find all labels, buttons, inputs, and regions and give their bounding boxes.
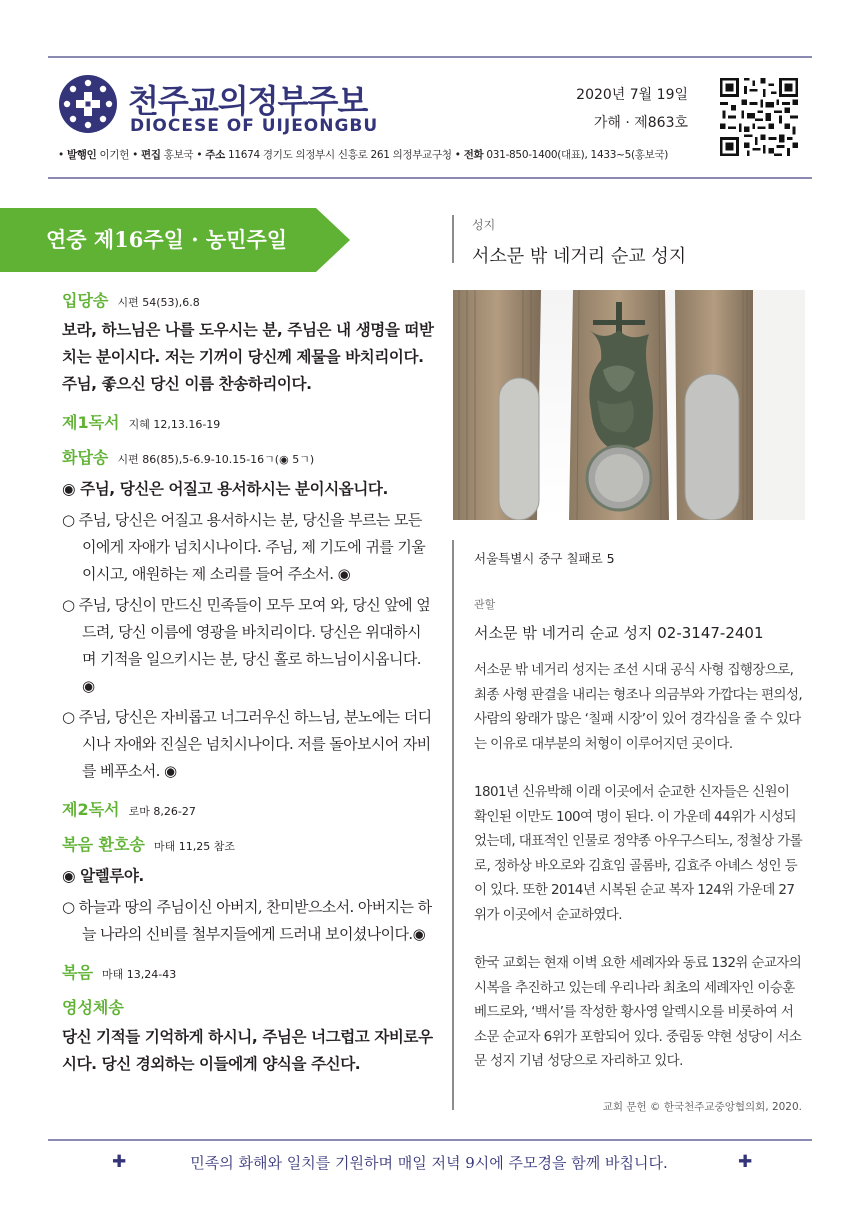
qr-code-icon[interactable] bbox=[720, 78, 798, 156]
top-rule bbox=[48, 56, 812, 58]
reading1-heading bbox=[62, 410, 434, 433]
liturgy-title: 연중 제16주일 · 농민주일 bbox=[46, 227, 288, 252]
entrance-text: 보라, 하느님은 나를 도우시는 분, 주님은 내 생명을 떠받치는 분이시다. 저는 기꺼이 당신께 제물을 바치리이다. 주님, 좋으신 당신 이름 찬송하리이다. bbox=[62, 321, 434, 393]
alleluia-verse: ○ 하늘과 땅의 주님이신 아버지, 찬미받으소서. 아버지는 하늘 나라의 신비를 철부지들에게 드러내 보이셨나이다.◉ bbox=[62, 898, 432, 943]
cross-icon: ✚ bbox=[112, 1152, 127, 1172]
publisher: 이기헌 bbox=[99, 149, 130, 161]
masthead-title-en: DIOCESE OF UIJEONGBU bbox=[130, 116, 379, 136]
issue-date: 2020년 7월 19일 bbox=[576, 87, 688, 103]
diocese-logo bbox=[58, 74, 118, 134]
communion-text: 당신 기적들 기억하게 하시니, 주님은 너그럽고 자비로우시다. 당신 경외하는 이들에게 양식을 주신다. bbox=[62, 1028, 433, 1073]
shrine-category: 성지 bbox=[472, 218, 496, 232]
masthead-rule bbox=[48, 177, 812, 179]
jurisdiction-label: 관할 bbox=[474, 598, 496, 611]
publisher-label: 발행인 bbox=[66, 149, 97, 161]
shrine-body-divider bbox=[452, 540, 454, 1110]
psalm-response: ◉ 주님, 당신은 어질고 용서하시는 분이시옵니다. bbox=[62, 480, 388, 498]
shrine-monument-photo bbox=[453, 290, 805, 520]
jurisdiction-contact: 서소문 밖 네거리 순교 성지 02-3147-2401 bbox=[474, 624, 764, 642]
shrine-divider bbox=[452, 215, 454, 263]
gospel-heading bbox=[62, 960, 434, 983]
psalm-verse: ○ 주님, 당신은 어질고 용서하시는 분, 당신을 부르는 모든 이에게 자애가 넘치시나이다. 주님, 제 기도에 귀를 기울이시고, 애원하는 제 소리를 들어 주소서. ◉ bbox=[62, 511, 426, 583]
psalm-verse: ○ 주님, 당신이 만드신 민족들이 모두 모여 와, 당신 앞에 엎드려, 당신 이름에 영광을 바치리이다. 당신은 위대하시며 기적을 일으키시는 분, 당신 홀로 하느님이시옵니다. ◉ bbox=[62, 596, 431, 695]
entrance-ref: 시편 54(53),6.8 bbox=[117, 296, 200, 309]
liturgy-column bbox=[62, 288, 434, 1078]
shrine-description bbox=[474, 658, 804, 1098]
alleluia-response: ◉ 알렐루야. bbox=[62, 867, 144, 885]
psalm-label: 화답송 bbox=[62, 448, 109, 467]
masthead-title-ko: 천주교의정부주보 bbox=[128, 82, 368, 120]
address-label: 주소 bbox=[205, 149, 225, 161]
shrine-name: 서소문 밖 네거리 순교 성지 bbox=[472, 246, 687, 267]
footer-rule bbox=[48, 1139, 812, 1141]
footer-prayer: 민족의 화해와 일치를 기원하며 매일 저녁 9시에 주모경을 함께 바칩니다. bbox=[190, 1154, 668, 1172]
shrine-paragraph: 1801년 신유박해 이래 이곳에서 순교한 신자들은 신원이 확인된 이만도 100여 명이 된다. 이 가운데 44위가 시성되었는데, 대표적인 인물로 정약종 아우구스티노, 정철상 가롤로, 정하상 바오로와 김효임 골롬바, 김효주 아녜스 성인 등이 있다. 또한 2014년 시복된 순교 복자 124위 가운데 27위가 이곳에서 순교하였다. bbox=[474, 784, 803, 923]
phone-label: 전화 bbox=[463, 149, 484, 161]
entrance-heading bbox=[62, 288, 434, 311]
publication-info: • 발행인 이기헌 • 편집 홍보국 • 주소 11674 경기도 의정부시 신흥로 261 의정부교구청 • 전화 031-850-1400(대표), 1433~5(홍보국) bbox=[58, 149, 669, 161]
cross-icon: ✚ bbox=[738, 1152, 753, 1172]
shrine-paragraph: 서소문 밖 네거리 성지는 조선 시대 공식 사형 집행장으로, 최종 사형 판결을 내리는 형조나 의금부와 가깝다는 편의성, 사람의 왕래가 많은 ‘칠패 시장’이 있어 경각심을 줄 수 있다는 이유로 대부분의 처형이 이루어지던 곳이다. bbox=[474, 662, 803, 752]
reading1-ref: 지혜 12,13.16-19 bbox=[128, 418, 221, 431]
alleluia-ref: 마태 11,25 참조 bbox=[153, 840, 235, 853]
alleluia-heading bbox=[62, 832, 434, 855]
psalm-verse: ○ 주님, 당신은 자비롭고 너그러우신 하느님, 분노에는 더디시나 자애와 진실은 넘치시나이다. 저를 돌아보시어 자비를 베푸소서. ◉ bbox=[62, 708, 432, 780]
psalm-ref: 시편 86(85),5-6.9-10.15-16ㄱ(◉ 5ㄱ) bbox=[117, 453, 315, 466]
reading2-ref: 로마 8,26-27 bbox=[128, 805, 196, 818]
psalm-heading bbox=[62, 445, 434, 468]
reading2-label: 제2독서 bbox=[62, 800, 120, 819]
shrine-address: 서울특별시 중구 칠패로 5 bbox=[474, 551, 615, 566]
communion-label: 영성체송 bbox=[62, 998, 124, 1017]
alleluia-label: 복음 환호송 bbox=[62, 835, 145, 854]
entrance-label: 입당송 bbox=[62, 291, 109, 310]
gospel-label: 복음 bbox=[62, 963, 93, 982]
editor-label: 편집 bbox=[141, 149, 161, 161]
publisher-phone: 031-850-1400(대표), 1433~5(홍보국) bbox=[486, 149, 669, 161]
liturgy-title-banner bbox=[0, 208, 350, 272]
editor: 홍보국 bbox=[163, 149, 194, 161]
reading2-heading bbox=[62, 797, 434, 820]
publisher-address: 11674 경기도 의정부시 신흥로 261 의정부교구청 bbox=[227, 149, 452, 161]
communion-heading bbox=[62, 995, 434, 1018]
shrine-paragraph: 한국 교회는 현재 이벽 요한 세례자와 동료 132위 순교자의 시복을 추진하고 있는데 우리나라 최초의 세례자인 이승훈 베드로와, ‘백서’를 작성한 황사영 알렉시오를 비롯하여 서소문 순교자 6위가 포함되어 있다. 중림동 약현 성당이 서소문 성지 기념 성당으로 자리하고 있다. bbox=[474, 955, 802, 1069]
gospel-ref: 마태 13,24-43 bbox=[102, 968, 177, 981]
reading1-label: 제1독서 bbox=[62, 413, 120, 432]
copyright-note: 교회 문헌 © 한국천주교중앙협의회, 2020. bbox=[602, 1101, 802, 1113]
issue-number: 가해 · 제863호 bbox=[593, 115, 688, 131]
